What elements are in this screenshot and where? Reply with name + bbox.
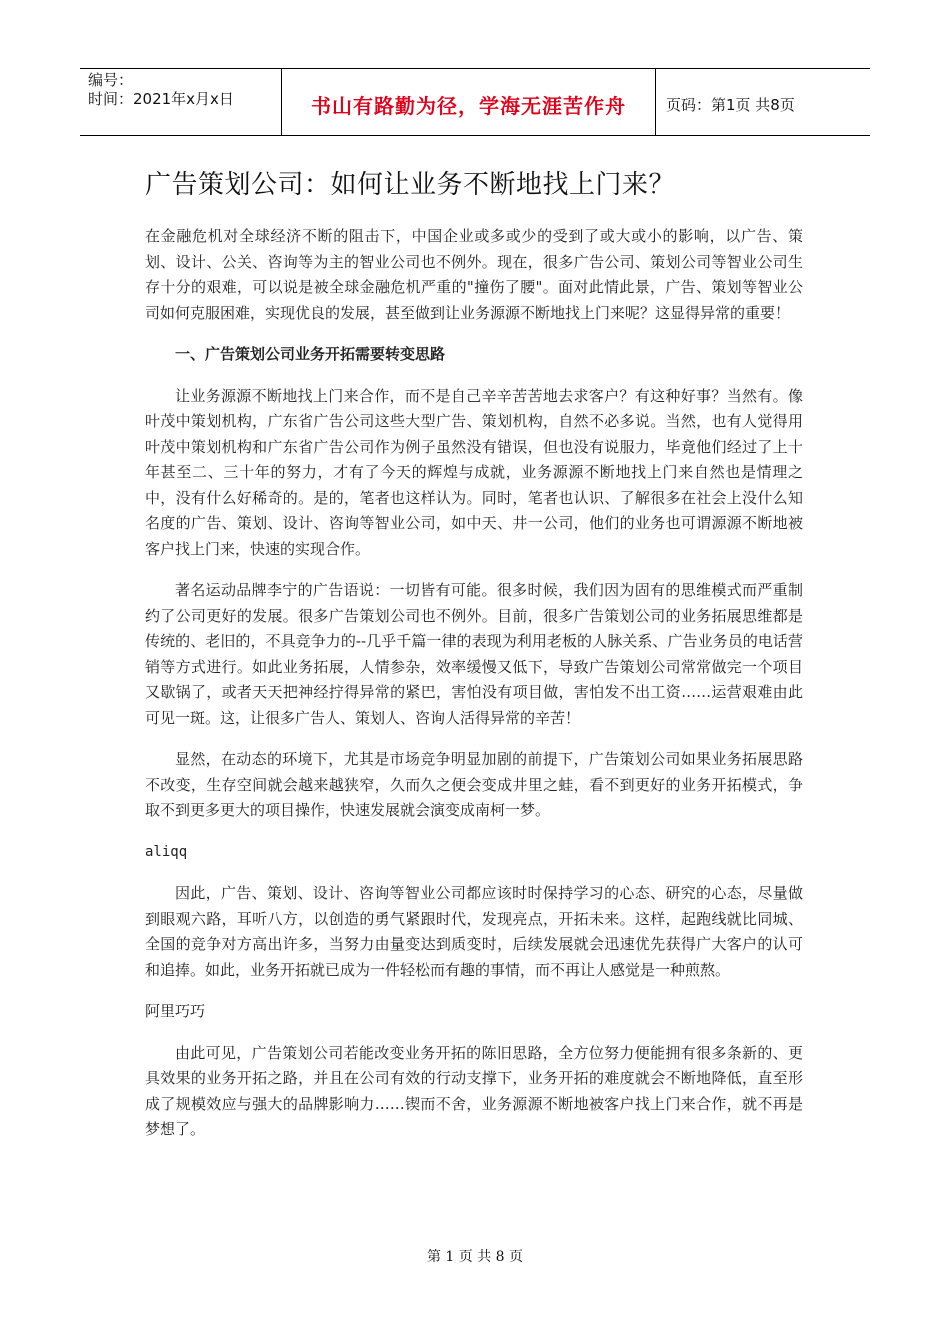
inline-note: aliqq: [145, 843, 188, 860]
document-date: 时间：2021年x月x日: [88, 90, 234, 108]
article-title: 广告策划公司：如何让业务不断地找上门来？: [145, 170, 676, 200]
body-paragraph: 显然，在动态的环境下，尤其是市场竞争明显加剧的前提下，广告策划公司如果业务拓展思路不改变，生存空间就会越来越狭窄，久而久之便会变成井里之蛙，看不到更好的业务开拓模式，争取不到更多更大的项目操作，快速发展就会演变成南柯一梦。: [145, 750, 803, 819]
header-page-cell: [656, 69, 870, 135]
article-body: [145, 224, 803, 1159]
body-paragraph: 让业务源源不断地找上门来合作，而不是自己辛辛苦苦地去求客户？有这种好事？当然有。像叶茂中策划机构，广东省广告公司这些大型广告、策划机构，自然不必多说。当然，也有人觉得用叶茂中策划机构和广东省广告公司作为例子虽然没有错误，但也没有说服力，毕竟他们经过了上十年甚至二、三十年的努力，才有了今天的辉煌与成就，业务源源不断地找上门来自然也是情理之中，没有什么好稀奇的。是的，笔者也这样认为。同时，笔者也认识、了解很多在社会上没什么知名度的广告、策划、设计、咨询等智业公司，如中天、井一公司，他们的业务也可谓源源不断地被客户找上门来，快速的实现合作。: [145, 386, 803, 558]
document-number-label: 编号：: [88, 71, 134, 89]
inline-note: 阿里巧巧: [145, 1002, 206, 1020]
header-page-code: 页码：第1页 共8页: [666, 95, 795, 114]
intro-paragraph: 在金融危机对全球经济不断的阻击下，中国企业或多或少的受到了或大或小的影响，以广告、策划、设计、公关、咨询等为主的智业公司也不例外。现在，很多广告公司、策划公司等智业公司生存十分的艰难，可以说是被全球金融危机严重的"撞伤了腰"。面对此情此景，广告、策划等智业公司如何克服困难，实现优良的发展，甚至做到让业务源源不断地找上门来呢？这显得异常的重要！: [145, 227, 803, 322]
header-motto: 书山有路勤为径，学海无涯苦作舟: [311, 93, 626, 118]
body-paragraph: 著名运动品牌李宁的广告语说：一切皆有可能。很多时候，我们因为固有的思维模式而严重制约了公司更好的发展。很多广告策划公司也不例外。目前，很多广告策划公司的业务拓展思维都是传统的、老旧的，不具竞争力的--几乎千篇一律的表现为利用老板的人脉关系、广告业务员的电话营销等方式进行。如此业务拓展，人情参杂，效率缓慢又低下，导致广告策划公司常常做完一个项目又歇锅了，或者天天把神经拧得异常的紧巴，害怕没有项目做，害怕发不出工资……运营艰难由此可见一斑。这，让很多广告人、策划人、咨询人活得异常的辛苦！: [145, 581, 803, 727]
body-paragraph: 由此可见，广告策划公司若能改变业务开拓的陈旧思路，全方位努力便能拥有很多条新的、更具效果的业务开拓之路，并且在公司有效的行动支撑下，业务开拓的难度就会不断地降低，直至形成了规模效应与强大的品牌影响力……锲而不舍，业务源源不断地被客户找上门来合作，就不再是梦想了。: [145, 1043, 803, 1138]
header-info-cell: [80, 69, 282, 135]
section-heading: 一、广告策划公司业务开拓需要转变思路: [175, 345, 446, 363]
header-motto-cell: [282, 69, 656, 135]
document-header: [80, 68, 870, 136]
body-paragraph: 因此，广告、策划、设计、咨询等智业公司都应该时时保持学习的心态、研究的心态，尽量做到眼观六路，耳听八方，以创造的勇气紧跟时代，发现亮点，开拓未来。这样，起跑线就比同城、全国的竞争对方高出许多，当努力由量变达到质变时，后续发展就会迅速优先获得广大客户的认可和追捧。如此，业务开拓就已成为一件轻松而有趣的事情，而不再让人感觉是一种煎熬。: [145, 884, 803, 979]
page-footer: 第 1 页 共 8 页: [426, 1249, 524, 1265]
